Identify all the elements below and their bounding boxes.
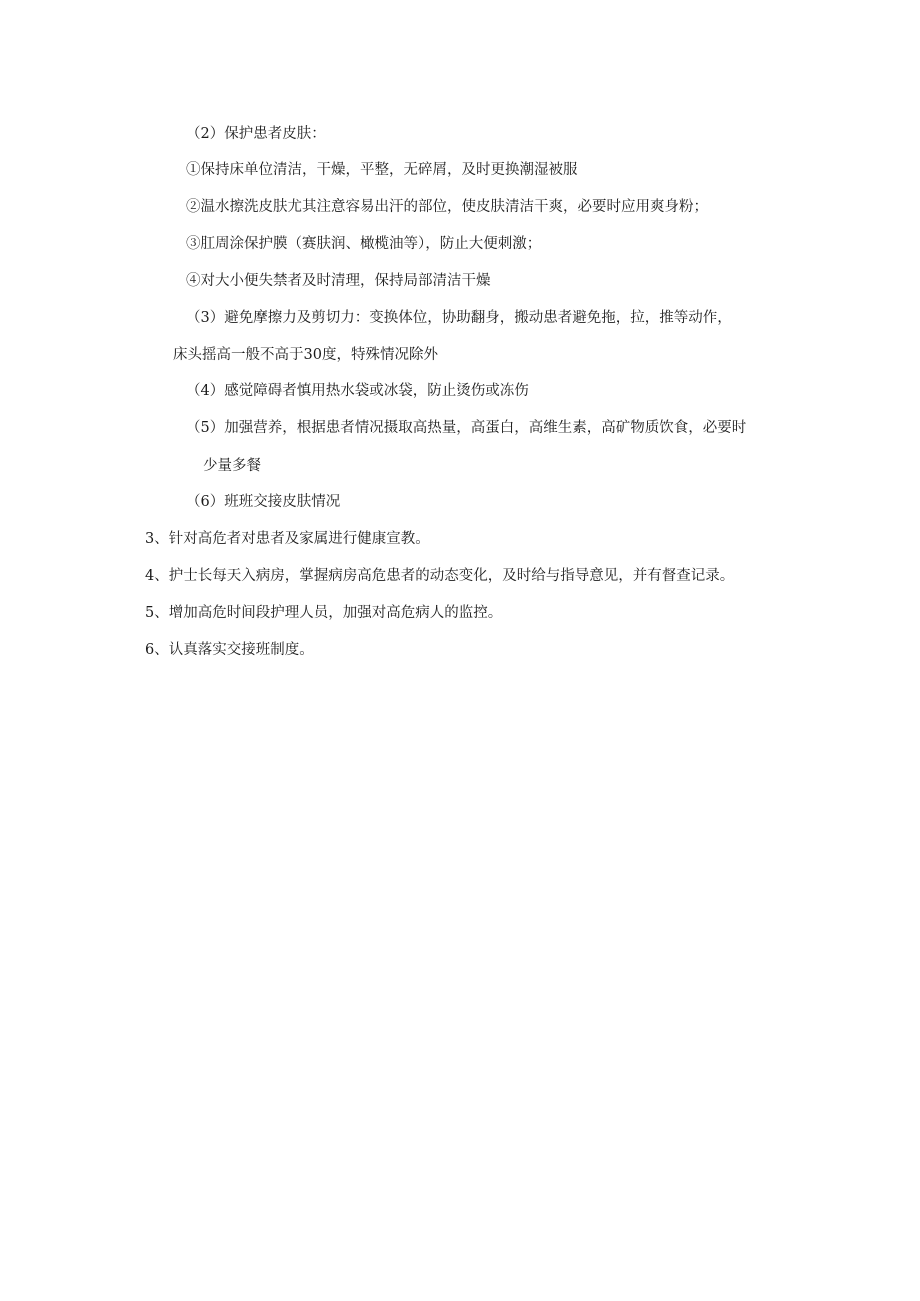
paragraph-nutrition-cont: 少量多餐 [203, 458, 261, 474]
item-6-handover-system: 6、认真落实交接班制度。 [145, 642, 314, 658]
paragraph-nutrition: （5）加强营养，根据患者情况摄取高热量，高蛋白，高维生素，高矿物质饮食，必要时 [186, 420, 747, 436]
list-item-incontinence: ④对大小便失禁者及时清理，保持局部清洁干燥 [186, 273, 491, 289]
paragraph-handover-skin: （6）班班交接皮肤情况 [186, 494, 341, 510]
paragraph-friction-cont: 床头摇高一般不高于30度，特殊情况除外 [173, 347, 438, 363]
list-item-perianal: ③肛周涂保护膜（赛肤润、橄榄油等），防止大便刺激； [186, 236, 542, 252]
subheading-protect-skin: （2）保护患者皮肤： [186, 126, 326, 142]
list-item-bed-clean: ①保持床单位清洁，干燥，平整，无碎屑，及时更换潮湿被服 [186, 162, 578, 178]
item-3-education: 3、针对高危者对患者及家属进行健康宣教。 [145, 531, 430, 547]
paragraph-friction: （3）避免摩擦力及剪切力：变换体位，协助翻身，搬动患者避免拖，拉，推等动作， [186, 310, 732, 326]
item-5-staffing: 5、增加高危时间段护理人员，加强对高危病人的监控。 [145, 605, 503, 621]
paragraph-sensory: （4）感觉障碍者慎用热水袋或冰袋，防止烫伤或冻伤 [186, 383, 529, 399]
list-item-warm-wash: ②温水擦洗皮肤尤其注意容易出汗的部位，使皮肤清洁干爽，必要时应用爽身粉； [186, 199, 708, 215]
item-4-head-nurse: 4、护士长每天入病房，掌握病房高危患者的动态变化，及时给与指导意见，并有督查记录。 [145, 568, 735, 584]
